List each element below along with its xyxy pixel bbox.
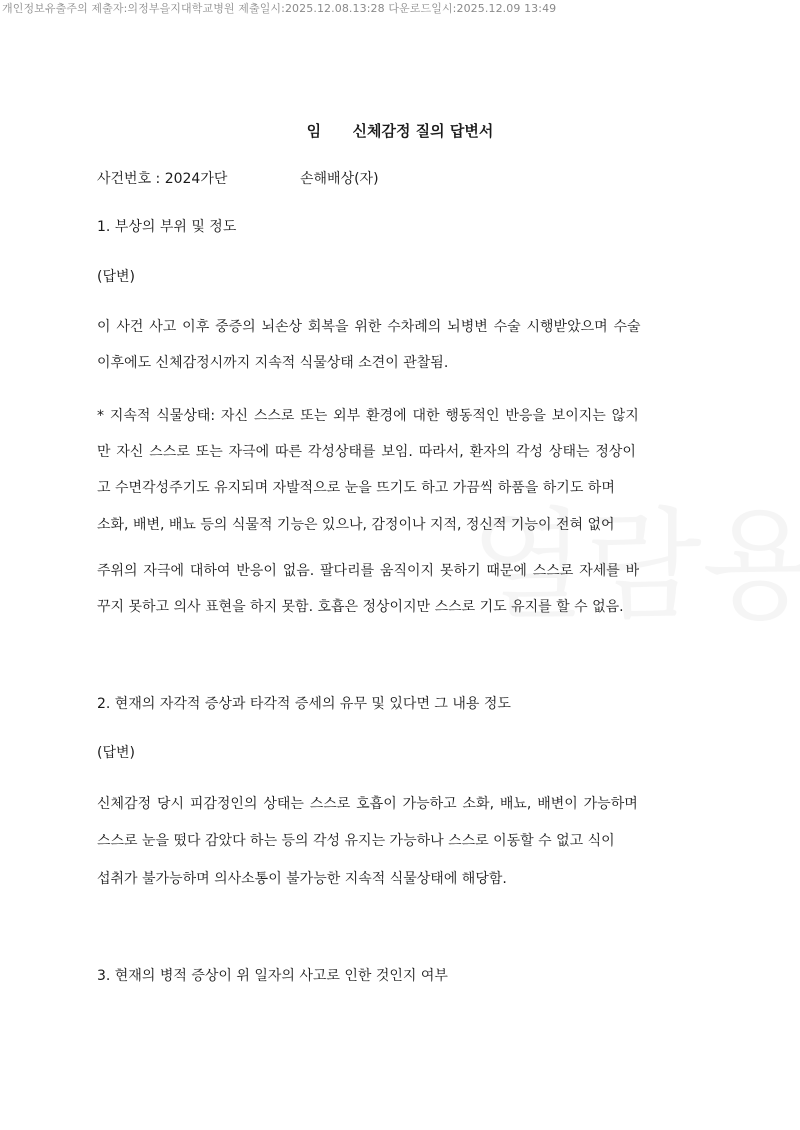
question-3-heading: 3. 현재의 병적 증상이 위 일자의 사고로 인한 것인지 여부 — [97, 968, 448, 984]
q2-para1-line: 섭취가 불가능하며 의사소통이 불가능한 지속적 식물상태에 해당함. — [97, 871, 507, 887]
q1-para2-line: 만 자신 스스로 또는 자극에 따른 각성상태를 보임. 따라서, 환자의 각성 상태는 정상이 — [97, 444, 636, 460]
case-type: 손해배상(자) — [300, 171, 379, 187]
q1-para2-line: 소화, 배변, 배뇨 등의 식물적 기능은 있으나, 감정이나 지적, 정신적 기능이 전혀 없어 — [97, 517, 615, 533]
download-stamp: 개인정보유출주의 제출자:의정부을지대학교병원 제출일시:2025.12.08.13:28 다운로드일시:2025.12.09 13:49 — [2, 2, 557, 15]
question-1-answer-label: (답변) — [97, 269, 135, 285]
case-number: 사건번호 : 2024가단 — [97, 171, 228, 187]
q1-para2-line: * 지속적 식물상태: 자신 스스로 또는 외부 환경에 대한 행동적인 반응을 보이지는 않지 — [97, 408, 639, 424]
q1-para1-line: 이 사건 사고 이후 중증의 뇌손상 회복을 위한 수차례의 뇌병변 수술 시행받았으며 수술 — [97, 319, 641, 335]
q1-para1-line: 이후에도 신체감정시까지 지속적 식물상태 소견이 관찰됨. — [97, 355, 449, 371]
question-2-answer-label: (답변) — [97, 745, 135, 761]
q1-para2-line: 꾸지 못하고 의사 표현을 하지 못함. 호흡은 정상이지만 스스로 기도 유지를 할 수 없음. — [97, 599, 624, 615]
document-title: 임 신체감정 질의 답변서 — [306, 122, 494, 140]
question-1-heading: 1. 부상의 부위 및 정도 — [97, 219, 237, 235]
q2-para1-line: 스스로 눈을 떴다 감았다 하는 등의 각성 유지는 가능하나 스스로 이동할 수 없고 식이 — [97, 833, 615, 849]
q1-para2-line: 고 수면각성주기도 유지되며 자발적으로 눈을 뜨기도 하고 가끔씩 하품을 하기도 하며 — [97, 480, 615, 496]
q2-para1-line: 신체감정 당시 피감정인의 상태는 스스로 호흡이 가능하고 소화, 배뇨, 배변이 가능하며 — [97, 796, 638, 812]
q1-para2-line: 주위의 자극에 대하여 반응이 없음. 팔다리를 움직이지 못하기 때문에 스스로 자세를 바 — [97, 563, 640, 579]
question-2-heading: 2. 현재의 자각적 증상과 타각적 증세의 유무 및 있다면 그 내용 정도 — [97, 696, 511, 712]
